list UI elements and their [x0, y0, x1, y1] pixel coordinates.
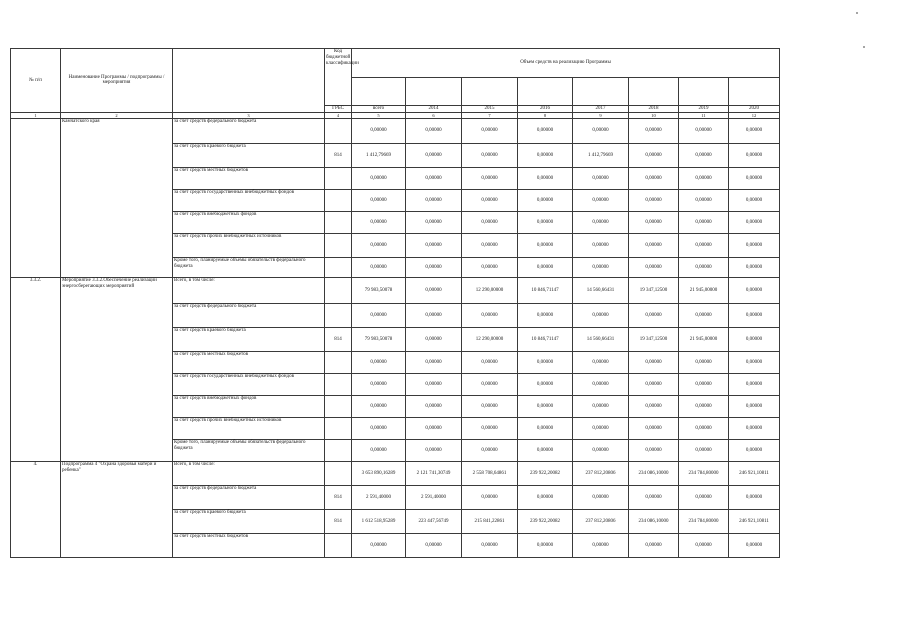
- funding-source: за счет средств внебюджетных фондов: [173, 395, 325, 417]
- row-title: Подпрограмма 4 "Охрана здоровья матери и ребенка": [61, 461, 173, 557]
- value-cell: 2 591,40000: [352, 485, 406, 509]
- index-cell: 10: [629, 112, 679, 118]
- index-cell: 1: [11, 112, 61, 118]
- grbs-code: [325, 277, 352, 303]
- value-cell: 0,00000: [679, 143, 729, 167]
- index-cell: 2: [61, 112, 173, 118]
- value-cell: 0,00000: [406, 143, 462, 167]
- value-cell: 0,00000: [573, 257, 629, 277]
- funding-source: за счет средств краевого бюджета: [173, 327, 325, 351]
- index-cell: 12: [729, 112, 780, 118]
- header-blank: [518, 78, 573, 106]
- value-cell: 0,00000: [679, 189, 729, 211]
- value-cell: 0,00000: [352, 233, 406, 257]
- grbs-code: [325, 118, 352, 143]
- header-year: 2016: [518, 106, 573, 113]
- value-cell: 0,00000: [729, 257, 780, 277]
- header-year: 2014: [406, 106, 462, 113]
- funding-source: за счет средств местных бюджетов: [173, 533, 325, 557]
- value-cell: 79 983,50078: [352, 327, 406, 351]
- value-cell: 0,00000: [629, 143, 679, 167]
- value-cell: 0,00000: [729, 533, 780, 557]
- value-cell: 234 784,80000: [679, 461, 729, 485]
- grbs-code: [325, 395, 352, 417]
- header-blank: [462, 78, 518, 106]
- value-cell: 0,00000: [462, 118, 518, 143]
- value-cell: 239 922,20082: [518, 509, 573, 533]
- value-cell: 0,00000: [518, 233, 573, 257]
- value-cell: 239 922,20082: [518, 461, 573, 485]
- value-cell: 0,00000: [462, 351, 518, 373]
- index-cell: 6: [406, 112, 462, 118]
- value-cell: 0,00000: [573, 485, 629, 509]
- row-number: 4.: [11, 461, 61, 557]
- header-year: 2015: [462, 106, 518, 113]
- header-blank: [573, 78, 629, 106]
- grbs-code: [325, 189, 352, 211]
- value-cell: 0,00000: [573, 373, 629, 395]
- value-cell: 0,00000: [729, 351, 780, 373]
- value-cell: 14 560,66431: [573, 327, 629, 351]
- value-cell: 0,00000: [518, 257, 573, 277]
- value-cell: 0,00000: [573, 211, 629, 233]
- grbs-code: [325, 461, 352, 485]
- value-cell: 0,00000: [629, 351, 679, 373]
- header-blank: [352, 78, 406, 106]
- value-cell: 0,00000: [629, 439, 679, 461]
- value-cell: 0,00000: [406, 118, 462, 143]
- value-cell: 0,00000: [352, 257, 406, 277]
- funding-source: за счет средств внебюджетных фондов: [173, 211, 325, 233]
- value-cell: 1 412,79669: [352, 143, 406, 167]
- value-cell: 0,00000: [352, 395, 406, 417]
- value-cell: 0,00000: [352, 351, 406, 373]
- value-cell: 0,00000: [679, 233, 729, 257]
- funding-source: за счет средств федерального бюджета: [173, 303, 325, 327]
- value-cell: 21 945,00000: [679, 277, 729, 303]
- index-cell: 4: [325, 112, 352, 118]
- value-cell: 0,00000: [406, 277, 462, 303]
- scan-speck: [863, 46, 865, 48]
- funding-source: Кроме того, планируемые объемы обязательств федерального бюджета: [173, 439, 325, 461]
- value-cell: 0,00000: [729, 439, 780, 461]
- value-cell: 0,00000: [679, 257, 729, 277]
- value-cell: 0,00000: [629, 257, 679, 277]
- value-cell: 215 841,22861: [462, 509, 518, 533]
- value-cell: 3 653 890,16289: [352, 461, 406, 485]
- grbs-code: [325, 351, 352, 373]
- value-cell: 0,00000: [352, 118, 406, 143]
- value-cell: 0,00000: [518, 118, 573, 143]
- grbs-code: [325, 303, 352, 327]
- value-cell: 0,00000: [629, 417, 679, 439]
- value-cell: 2 121 741,30749: [406, 461, 462, 485]
- funding-source: за счет средств государственных внебюджетных фондов: [173, 189, 325, 211]
- funding-source: за счет средств федерального бюджета: [173, 118, 325, 143]
- funding-source: за счет средств прочих внебюджетных источников: [173, 417, 325, 439]
- value-cell: 0,00000: [352, 373, 406, 395]
- value-cell: 0,00000: [462, 143, 518, 167]
- value-cell: 0,00000: [518, 143, 573, 167]
- value-cell: 0,00000: [729, 485, 780, 509]
- value-cell: 0,00000: [352, 167, 406, 189]
- value-cell: 19 347,12500: [629, 327, 679, 351]
- value-cell: 0,00000: [406, 189, 462, 211]
- value-cell: 2 591,40000: [406, 485, 462, 509]
- value-cell: 0,00000: [406, 211, 462, 233]
- value-cell: 1 612 518,95289: [352, 509, 406, 533]
- value-cell: 237 812,20806: [573, 509, 629, 533]
- funding-source: Всего, в том числе:: [173, 461, 325, 485]
- header-num: № п/п: [11, 49, 61, 113]
- value-cell: 0,00000: [729, 118, 780, 143]
- value-cell: 246 921,10811: [729, 461, 780, 485]
- value-cell: 0,00000: [679, 439, 729, 461]
- funding-source: за счет средств местных бюджетов: [173, 167, 325, 189]
- value-cell: 1 412,79669: [573, 143, 629, 167]
- value-cell: 0,00000: [573, 417, 629, 439]
- value-cell: 0,00000: [573, 189, 629, 211]
- funding-source: за счет средств местных бюджетов: [173, 351, 325, 373]
- value-cell: 0,00000: [629, 118, 679, 143]
- value-cell: 0,00000: [406, 257, 462, 277]
- value-cell: 0,00000: [352, 417, 406, 439]
- value-cell: 0,00000: [573, 533, 629, 557]
- funding-source: за счет средств федерального бюджета: [173, 485, 325, 509]
- scan-speck: [856, 12, 858, 14]
- value-cell: 0,00000: [573, 351, 629, 373]
- value-cell: 0,00000: [352, 533, 406, 557]
- value-cell: 0,00000: [518, 439, 573, 461]
- value-cell: 0,00000: [679, 485, 729, 509]
- grbs-code: 814: [325, 143, 352, 167]
- value-cell: 0,00000: [629, 189, 679, 211]
- value-cell: 0,00000: [462, 373, 518, 395]
- value-cell: 0,00000: [679, 351, 729, 373]
- value-cell: 0,00000: [573, 439, 629, 461]
- grbs-code: [325, 373, 352, 395]
- value-cell: 0,00000: [462, 395, 518, 417]
- value-cell: 0,00000: [406, 351, 462, 373]
- value-cell: 0,00000: [729, 373, 780, 395]
- value-cell: 0,00000: [352, 303, 406, 327]
- value-cell: 0,00000: [462, 533, 518, 557]
- row-title: Мероприятие 3.3.2.Обеспечение реализации энергосберегающих мероприятий: [61, 277, 173, 461]
- value-cell: 0,00000: [462, 233, 518, 257]
- grbs-code: 814: [325, 509, 352, 533]
- value-cell: 0,00000: [462, 485, 518, 509]
- value-cell: 0,00000: [518, 417, 573, 439]
- value-cell: 0,00000: [518, 303, 573, 327]
- value-cell: 0,00000: [462, 167, 518, 189]
- grbs-code: [325, 257, 352, 277]
- value-cell: 0,00000: [729, 233, 780, 257]
- grbs-code: [325, 533, 352, 557]
- value-cell: 0,00000: [406, 417, 462, 439]
- value-cell: 234 086,10000: [629, 509, 679, 533]
- value-cell: 0,00000: [518, 485, 573, 509]
- value-cell: 223 447,56749: [406, 509, 462, 533]
- value-cell: 0,00000: [729, 189, 780, 211]
- value-cell: 21 945,00000: [679, 327, 729, 351]
- header-blank: [729, 78, 780, 106]
- value-cell: 0,00000: [406, 327, 462, 351]
- funding-source: за счет средств государственных внебюджетных фондов: [173, 373, 325, 395]
- value-cell: 0,00000: [406, 533, 462, 557]
- value-cell: 10 846,71147: [518, 277, 573, 303]
- header-total: всего: [352, 106, 406, 113]
- value-cell: 0,00000: [679, 533, 729, 557]
- grbs-code: [325, 211, 352, 233]
- table-row: [11, 461, 780, 485]
- value-cell: 0,00000: [573, 118, 629, 143]
- row-title: Камчатского края: [61, 118, 173, 277]
- value-cell: 12 290,00000: [462, 277, 518, 303]
- funding-source: Кроме того, планируемые объемы обязательств федерального бюджета: [173, 257, 325, 277]
- header-year: 2020: [729, 106, 780, 113]
- value-cell: 0,00000: [462, 303, 518, 327]
- value-cell: 0,00000: [679, 211, 729, 233]
- grbs-code: 814: [325, 327, 352, 351]
- value-cell: 0,00000: [729, 303, 780, 327]
- value-cell: 0,00000: [406, 373, 462, 395]
- grbs-code: [325, 233, 352, 257]
- header-name: Наименование Программы / подпрограммы / мероприятия: [61, 49, 173, 113]
- value-cell: 0,00000: [406, 167, 462, 189]
- value-cell: 19 347,12500: [629, 277, 679, 303]
- table-row: [11, 277, 780, 303]
- value-cell: 237 812,20806: [573, 461, 629, 485]
- value-cell: 0,00000: [406, 395, 462, 417]
- value-cell: 0,00000: [729, 211, 780, 233]
- value-cell: 10 846,71147: [518, 327, 573, 351]
- index-cell: 3: [173, 112, 325, 118]
- value-cell: 79 983,50078: [352, 277, 406, 303]
- value-cell: 0,00000: [729, 417, 780, 439]
- row-number: 3.3.2.: [11, 277, 61, 461]
- row-number: [11, 118, 61, 277]
- value-cell: 0,00000: [573, 303, 629, 327]
- value-cell: 0,00000: [406, 303, 462, 327]
- value-cell: 234 784,80000: [679, 509, 729, 533]
- value-cell: 0,00000: [629, 485, 679, 509]
- value-cell: 0,00000: [518, 189, 573, 211]
- value-cell: 0,00000: [518, 373, 573, 395]
- header-year: 2017: [573, 106, 629, 113]
- value-cell: 0,00000: [462, 439, 518, 461]
- header-volume: Объем средств на реализацию Программы: [352, 49, 780, 78]
- header-code: Код бюджетной классификации: [325, 49, 352, 106]
- value-cell: 0,00000: [462, 189, 518, 211]
- value-cell: 0,00000: [573, 233, 629, 257]
- header-spacer: [173, 49, 325, 113]
- value-cell: 0,00000: [679, 303, 729, 327]
- value-cell: 0,00000: [629, 373, 679, 395]
- value-cell: 0,00000: [518, 211, 573, 233]
- header-year: 2019: [679, 106, 729, 113]
- value-cell: 234 086,10000: [629, 461, 679, 485]
- value-cell: 0,00000: [629, 303, 679, 327]
- value-cell: 0,00000: [729, 143, 780, 167]
- value-cell: 12 290,00000: [462, 327, 518, 351]
- header-blank: [406, 78, 462, 106]
- value-cell: 0,00000: [518, 395, 573, 417]
- index-cell: 9: [573, 112, 629, 118]
- budget-table: [10, 48, 780, 558]
- value-cell: 0,00000: [629, 533, 679, 557]
- value-cell: 246 921,10811: [729, 509, 780, 533]
- index-cell: 11: [679, 112, 729, 118]
- value-cell: 0,00000: [518, 351, 573, 373]
- funding-source: за счет средств краевого бюджета: [173, 509, 325, 533]
- value-cell: 0,00000: [573, 395, 629, 417]
- value-cell: 0,00000: [352, 211, 406, 233]
- index-cell: 5: [352, 112, 406, 118]
- funding-source: Всего, в том числе:: [173, 277, 325, 303]
- value-cell: 0,00000: [629, 211, 679, 233]
- value-cell: 0,00000: [679, 373, 729, 395]
- value-cell: 0,00000: [679, 118, 729, 143]
- header-blank: [629, 78, 679, 106]
- value-cell: 0,00000: [462, 257, 518, 277]
- value-cell: 0,00000: [629, 395, 679, 417]
- value-cell: 14 560,66431: [573, 277, 629, 303]
- value-cell: 0,00000: [679, 417, 729, 439]
- value-cell: 0,00000: [729, 327, 780, 351]
- value-cell: 0,00000: [679, 167, 729, 189]
- value-cell: 0,00000: [679, 395, 729, 417]
- value-cell: 2 558 708,64861: [462, 461, 518, 485]
- table-row: [11, 118, 780, 143]
- value-cell: 0,00000: [462, 211, 518, 233]
- grbs-code: [325, 417, 352, 439]
- funding-source: за счет средств краевого бюджета: [173, 143, 325, 167]
- value-cell: 0,00000: [352, 439, 406, 461]
- value-cell: 0,00000: [518, 533, 573, 557]
- grbs-code: 814: [325, 485, 352, 509]
- header-year: 2018: [629, 106, 679, 113]
- value-cell: 0,00000: [462, 417, 518, 439]
- header-grbs: ГРБС: [325, 106, 352, 113]
- value-cell: 0,00000: [729, 167, 780, 189]
- value-cell: 0,00000: [352, 189, 406, 211]
- header-blank: [679, 78, 729, 106]
- index-cell: 7: [462, 112, 518, 118]
- funding-source: за счет средств прочих внебюджетных источников: [173, 233, 325, 257]
- value-cell: 0,00000: [629, 167, 679, 189]
- value-cell: 0,00000: [729, 277, 780, 303]
- value-cell: 0,00000: [729, 395, 780, 417]
- grbs-code: [325, 167, 352, 189]
- index-cell: 8: [518, 112, 573, 118]
- value-cell: 0,00000: [518, 167, 573, 189]
- value-cell: 0,00000: [573, 167, 629, 189]
- value-cell: 0,00000: [629, 233, 679, 257]
- grbs-code: [325, 439, 352, 461]
- value-cell: 0,00000: [406, 439, 462, 461]
- value-cell: 0,00000: [406, 233, 462, 257]
